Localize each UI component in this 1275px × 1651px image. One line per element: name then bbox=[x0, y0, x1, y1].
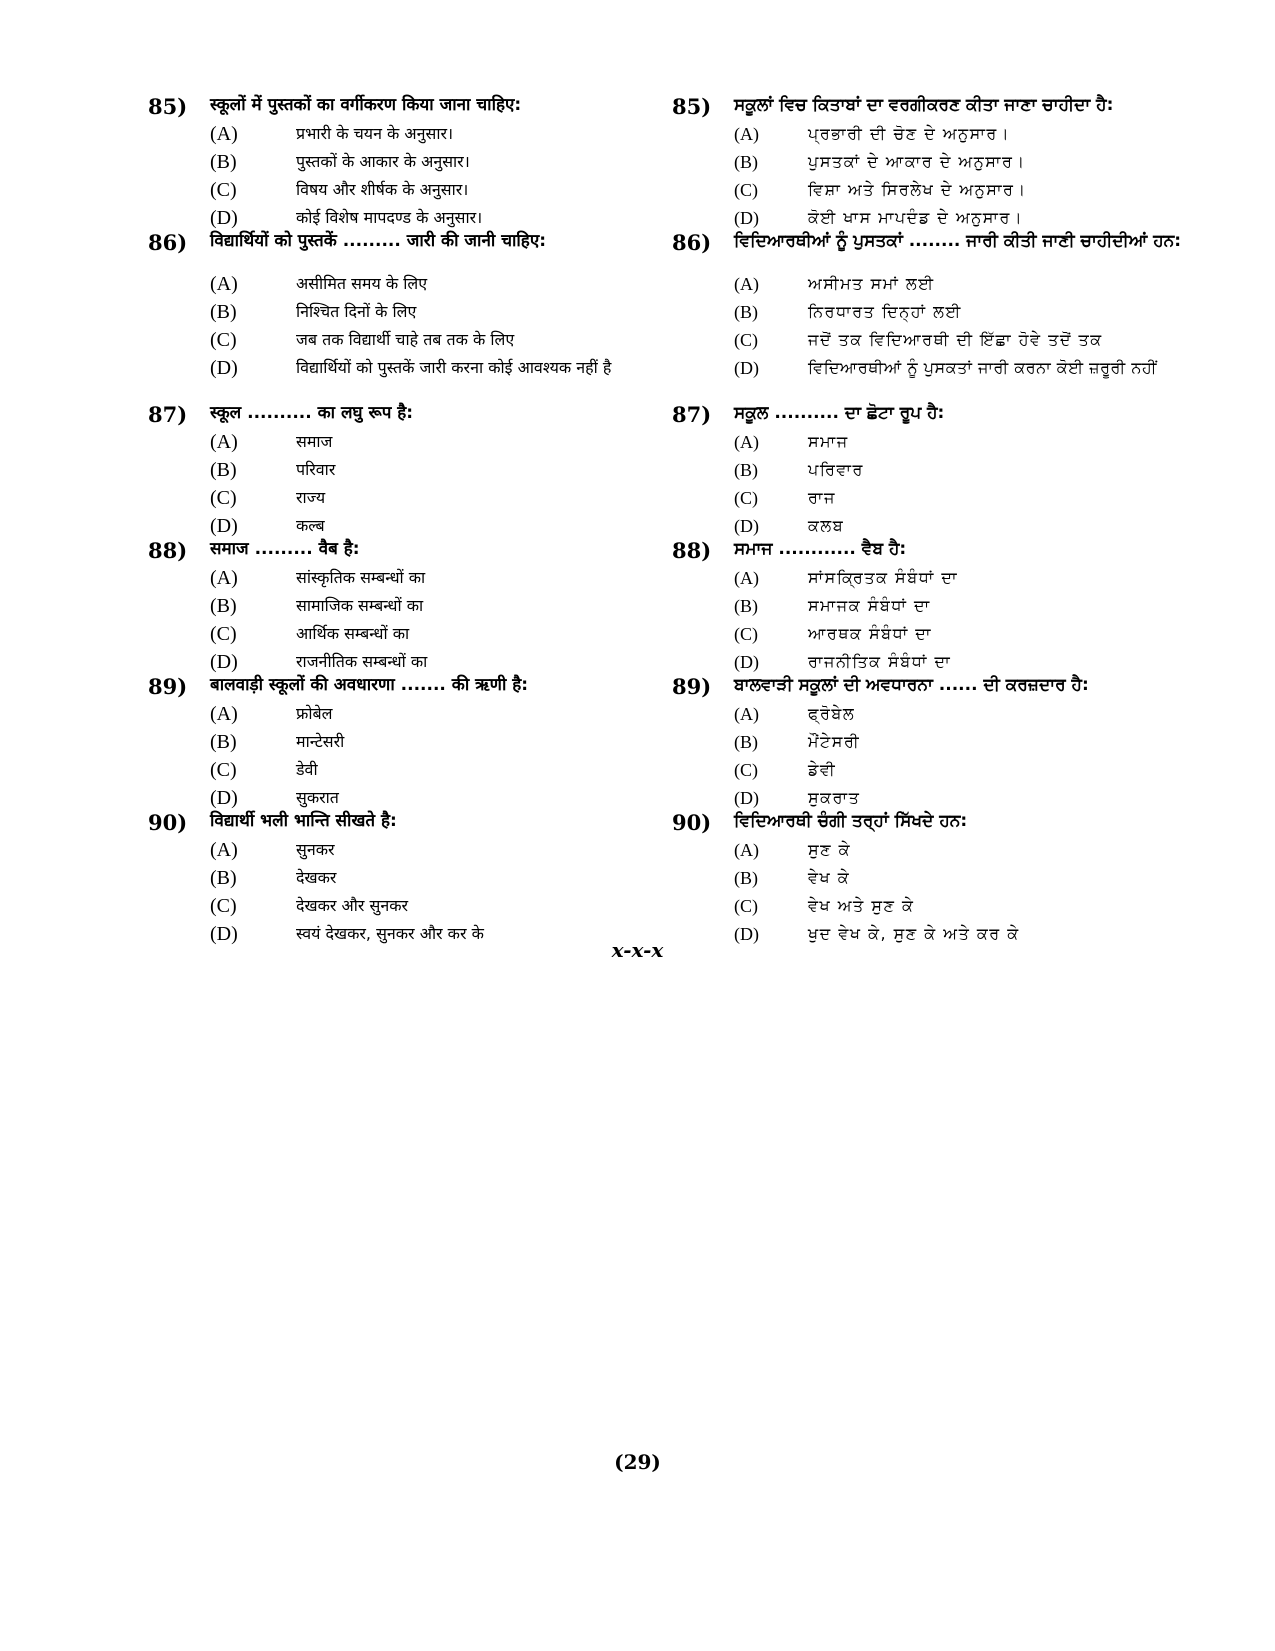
option-text: देखकर bbox=[296, 868, 337, 887]
question-85-hindi bbox=[148, 92, 660, 228]
option-label: (B) bbox=[210, 595, 237, 617]
option-label: (C) bbox=[734, 330, 758, 350]
option-label: (B) bbox=[210, 731, 237, 753]
option-text: असीमित समय के लिए bbox=[296, 274, 428, 293]
option-label: (C) bbox=[210, 487, 237, 509]
option-text: सुनकर bbox=[296, 840, 335, 859]
question-text: स्कूल .......... का लघु रूप है: bbox=[210, 403, 414, 423]
option-text: ਸਮਾਜਕ ਸੰਬੰਧਾਂ ਦਾ bbox=[808, 596, 931, 615]
option-label: (A) bbox=[210, 703, 238, 725]
option-label: (B) bbox=[210, 867, 237, 889]
option-label: (A) bbox=[210, 567, 238, 589]
option-a bbox=[734, 120, 1262, 148]
question-88-hindi bbox=[148, 536, 660, 672]
question-number: 85) bbox=[672, 94, 712, 119]
page-number: (29) bbox=[614, 1450, 661, 1474]
question-88-punjabi bbox=[672, 536, 1262, 672]
question-number: 90) bbox=[148, 810, 188, 835]
question-86-hindi bbox=[148, 228, 660, 400]
option-label: (B) bbox=[734, 868, 758, 888]
option-text: निश्चित दिनों के लिए bbox=[296, 302, 417, 321]
option-text: राजनीतिक सम्बन्धों का bbox=[296, 652, 428, 671]
option-b bbox=[210, 728, 660, 756]
question-text: समाज ......... वैब है: bbox=[210, 539, 360, 559]
question-number: 88) bbox=[148, 538, 188, 563]
option-label: (D) bbox=[210, 651, 238, 673]
option-label: (C) bbox=[210, 895, 237, 917]
option-label: (D) bbox=[734, 516, 759, 536]
option-text: ਡੇਵੀ bbox=[808, 760, 837, 779]
option-text: ਸੁਣ ਕੇ bbox=[808, 840, 852, 859]
option-c bbox=[210, 620, 660, 648]
question-text: ਸਕੂਲਾਂ ਵਿਚ ਕਿਤਾਬਾਂ ਦਾ ਵਰਗੀਕਰਣ ਕੀਤਾ ਜਾਣਾ ਚਾਹੀਦਾ ਹੈ: bbox=[734, 95, 1114, 115]
option-c bbox=[734, 326, 1262, 354]
option-label: (A) bbox=[210, 273, 238, 295]
option-text: ਵਿਦਿਆਰਥੀਆਂ ਨੂੰ ਪੁਸਕਤਾਂ ਜਾਰੀ ਕਰਨਾ ਕੋਈ ਜ਼ਰੂਰੀ ਨਹੀਂ bbox=[808, 358, 1157, 377]
question-number: 87) bbox=[148, 402, 188, 427]
option-c bbox=[210, 484, 660, 512]
option-label: (C) bbox=[734, 760, 758, 780]
question-89-hindi bbox=[148, 672, 660, 808]
option-text: देखकर और सुनकर bbox=[296, 896, 409, 915]
option-b bbox=[210, 298, 660, 326]
option-text: राज्य bbox=[296, 488, 326, 507]
option-text: ਸਮਾਜ bbox=[808, 432, 849, 451]
option-label: (B) bbox=[210, 151, 237, 173]
question-number: 90) bbox=[672, 810, 712, 835]
hindi-column bbox=[148, 92, 660, 944]
option-c bbox=[734, 892, 1262, 920]
option-c bbox=[210, 326, 660, 354]
option-text: विषय और शीर्षक के अनुसार। bbox=[296, 180, 469, 199]
question-89-punjabi bbox=[672, 672, 1262, 808]
option-label: (C) bbox=[734, 488, 758, 508]
option-b bbox=[734, 148, 1262, 176]
option-label: (A) bbox=[734, 274, 759, 294]
option-label: (D) bbox=[210, 787, 238, 809]
option-label: (D) bbox=[210, 515, 238, 537]
question-number: 86) bbox=[672, 230, 712, 255]
option-text: मान्टेसरी bbox=[296, 732, 345, 751]
option-c bbox=[210, 756, 660, 784]
option-text: ਮੌਂਟੇਸਰੀ bbox=[808, 732, 861, 751]
option-b bbox=[734, 298, 1262, 326]
option-c bbox=[210, 892, 660, 920]
option-b bbox=[734, 728, 1262, 756]
end-mark: x-x-x bbox=[611, 938, 664, 962]
question-86-punjabi bbox=[672, 228, 1262, 400]
question-87-hindi bbox=[148, 400, 660, 536]
option-a bbox=[734, 428, 1262, 456]
option-label: (D) bbox=[734, 788, 759, 808]
option-text: कोई विशेष मापदण्ड के अनुसार। bbox=[296, 208, 483, 227]
option-text: ਸੁਕਰਾਤ bbox=[808, 788, 861, 807]
option-c bbox=[734, 484, 1262, 512]
option-a bbox=[210, 428, 660, 456]
option-text: ਫ੍ਰੋਬੇਲ bbox=[808, 704, 856, 723]
option-text: ਰਾਜਨੀਤਿਕ ਸੰਬੰਧਾਂ ਦਾ bbox=[808, 652, 952, 671]
question-number: 88) bbox=[672, 538, 712, 563]
option-a bbox=[210, 700, 660, 728]
option-text: सांस्कृतिक सम्बन्धों का bbox=[296, 568, 426, 587]
option-text: सामाजिक सम्बन्धों का bbox=[296, 596, 424, 615]
option-text: ਕਲਬ bbox=[808, 516, 845, 535]
option-text: समाज bbox=[296, 432, 333, 451]
option-label: (C) bbox=[210, 623, 237, 645]
option-label: (C) bbox=[734, 180, 758, 200]
option-label: (D) bbox=[734, 208, 759, 228]
question-text: ਸਮਾਜ ............ ਵੈਬ ਹੈ: bbox=[734, 539, 907, 559]
option-label: (B) bbox=[734, 302, 758, 322]
option-label: (C) bbox=[210, 329, 237, 351]
option-label: (D) bbox=[210, 923, 238, 945]
punjabi-column bbox=[672, 92, 1262, 944]
option-text: जब तक विद्यार्थी चाहे तब तक के लिए bbox=[296, 330, 515, 349]
option-label: (B) bbox=[734, 596, 758, 616]
question-text: बालवाड़ी स्कूलों की अवधारणा ....... की ऋणी है: bbox=[210, 675, 529, 695]
option-text: विद्यार्थियों को पुस्तकें जारी करना कोई आवश्यक नहीं है bbox=[296, 358, 612, 377]
option-label: (D) bbox=[734, 924, 759, 944]
option-text: परिवार bbox=[296, 460, 336, 479]
option-label: (C) bbox=[734, 896, 758, 916]
option-text: ਨਿਰਧਾਰਤ ਦਿਨ੍ਹਾਂ ਲਈ bbox=[808, 302, 962, 321]
option-text: कल्ब bbox=[296, 516, 325, 535]
option-label: (B) bbox=[210, 301, 237, 323]
question-text: ਬਾਲਵਾੜੀ ਸਕੂਲਾਂ ਦੀ ਅਵਧਾਰਨਾ ...... ਦੀ ਕਰਜ਼ਦਾਰ ਹੈ: bbox=[734, 675, 1089, 695]
option-label: (C) bbox=[210, 759, 237, 781]
option-label: (B) bbox=[734, 732, 758, 752]
option-text: ਪ੍ਰਭਾਰੀ ਦੀ ਚੋਣ ਦੇ ਅਨੁਸਾਰ। bbox=[808, 124, 1011, 143]
question-number: 85) bbox=[148, 94, 188, 119]
option-text: ਵੇਖ ਅਤੇ ਸੁਣ ਕੇ bbox=[808, 896, 915, 915]
option-label: (B) bbox=[210, 459, 237, 481]
option-label: (A) bbox=[210, 839, 238, 861]
option-text: फ्रोबेल bbox=[296, 704, 333, 723]
option-label: (A) bbox=[210, 431, 238, 453]
question-87-punjabi bbox=[672, 400, 1262, 536]
option-label: (A) bbox=[734, 840, 759, 860]
option-a bbox=[210, 120, 660, 148]
question-number: 87) bbox=[672, 402, 712, 427]
option-d bbox=[210, 354, 660, 382]
question-text: ਸਕੂਲ .......... ਦਾ ਛੋਟਾ ਰੂਪ ਹੈ: bbox=[734, 403, 945, 423]
option-a bbox=[210, 270, 660, 298]
option-a bbox=[210, 836, 660, 864]
option-text: ਖੁਦ ਵੇਖ ਕੇ, ਸੁਣ ਕੇ ਅਤੇ ਕਰ ਕੇ bbox=[808, 924, 1020, 943]
option-c bbox=[734, 176, 1262, 204]
question-text: ਵਿਦਿਆਰਥੀਆਂ ਨੂੰ ਪੁਸਤਕਾਂ ........ ਜਾਰੀ ਕੀਤੀ ਜਾਣੀ ਚਾਹੀਦੀਆਂ ਹਨ: bbox=[734, 231, 1182, 251]
option-b bbox=[734, 456, 1262, 484]
option-c bbox=[734, 620, 1262, 648]
question-number: 86) bbox=[148, 230, 188, 255]
option-a bbox=[734, 270, 1262, 298]
option-text: प्रभारी के चयन के अनुसार। bbox=[296, 124, 454, 143]
option-label: (A) bbox=[734, 704, 759, 724]
option-label: (B) bbox=[734, 460, 758, 480]
option-text: ਸਾਂਸਕ੍ਰਿਤਕ ਸੰਬੰਧਾਂ ਦਾ bbox=[808, 568, 959, 587]
option-label: (C) bbox=[210, 179, 237, 201]
option-text: ਜਦੋਂ ਤਕ ਵਿਦਿਆਰਥੀ ਦੀ ਇੱਛਾ ਹੋਵੇ ਤਦੋਂ ਤਕ bbox=[808, 330, 1103, 349]
option-label: (C) bbox=[734, 624, 758, 644]
option-label: (A) bbox=[734, 568, 759, 588]
question-90-hindi bbox=[148, 808, 660, 944]
question-text: ਵਿਦਿਆਰਥੀ ਚੰਗੀ ਤਰ੍ਹਾਂ ਸਿੱਖਦੇ ਹਨ: bbox=[734, 811, 968, 831]
question-85-punjabi bbox=[672, 92, 1262, 228]
option-label: (A) bbox=[210, 123, 238, 145]
option-a bbox=[734, 564, 1262, 592]
option-a bbox=[734, 700, 1262, 728]
option-text: स्वयं देखकर, सुनकर और कर के bbox=[296, 924, 484, 943]
option-b bbox=[210, 148, 660, 176]
option-text: आर्थिक सम्बन्धों का bbox=[296, 624, 410, 643]
option-text: ਕੋਈ ਖਾਸ ਮਾਪਦੰਡ ਦੇ ਅਨੁਸਾਰ। bbox=[808, 208, 1024, 227]
option-label: (D) bbox=[734, 652, 759, 672]
option-label: (A) bbox=[734, 124, 759, 144]
option-text: ਅਸੀਮਤ ਸਮਾਂ ਲਈ bbox=[808, 274, 935, 293]
option-b bbox=[734, 864, 1262, 892]
option-b bbox=[210, 592, 660, 620]
option-text: ਪਰਿਵਾਰ bbox=[808, 460, 864, 479]
option-c bbox=[210, 176, 660, 204]
option-text: डेवी bbox=[296, 760, 318, 779]
option-a bbox=[734, 836, 1262, 864]
option-label: (A) bbox=[734, 432, 759, 452]
option-a bbox=[210, 564, 660, 592]
option-text: पुस्तकों के आकार के अनुसार। bbox=[296, 152, 470, 171]
option-c bbox=[734, 756, 1262, 784]
option-b bbox=[210, 456, 660, 484]
option-label: (B) bbox=[734, 152, 758, 172]
option-d bbox=[734, 354, 1262, 382]
option-text: ਵੇਖ ਕੇ bbox=[808, 868, 851, 887]
option-text: ਪੁਸਤਕਾਂ ਦੇ ਆਕਾਰ ਦੇ ਅਨੁਸਾਰ। bbox=[808, 152, 1026, 171]
question-number: 89) bbox=[148, 674, 188, 699]
option-label: (D) bbox=[210, 357, 238, 379]
option-text: सुकरात bbox=[296, 788, 339, 807]
question-text: विद्यार्थियों को पुस्तकें ......... जारी की जानी चाहिए: bbox=[210, 231, 547, 251]
option-label: (D) bbox=[210, 207, 238, 229]
question-text: विद्यार्थी भली भान्ति सीखते है: bbox=[210, 811, 397, 831]
question-90-punjabi bbox=[672, 808, 1262, 944]
option-text: ਰਾਜ bbox=[808, 488, 836, 507]
option-b bbox=[734, 592, 1262, 620]
option-label: (D) bbox=[734, 358, 759, 378]
option-text: ਆਰਥਕ ਸੰਬੰਧਾਂ ਦਾ bbox=[808, 624, 932, 643]
option-b bbox=[210, 864, 660, 892]
option-text: ਵਿਸ਼ਾ ਅਤੇ ਸਿਰਲੇਖ ਦੇ ਅਨੁਸਾਰ। bbox=[808, 180, 1027, 199]
question-text: स्कूलों में पुस्तकों का वर्गीकरण किया जाना चाहिए: bbox=[210, 95, 522, 115]
question-number: 89) bbox=[672, 674, 712, 699]
